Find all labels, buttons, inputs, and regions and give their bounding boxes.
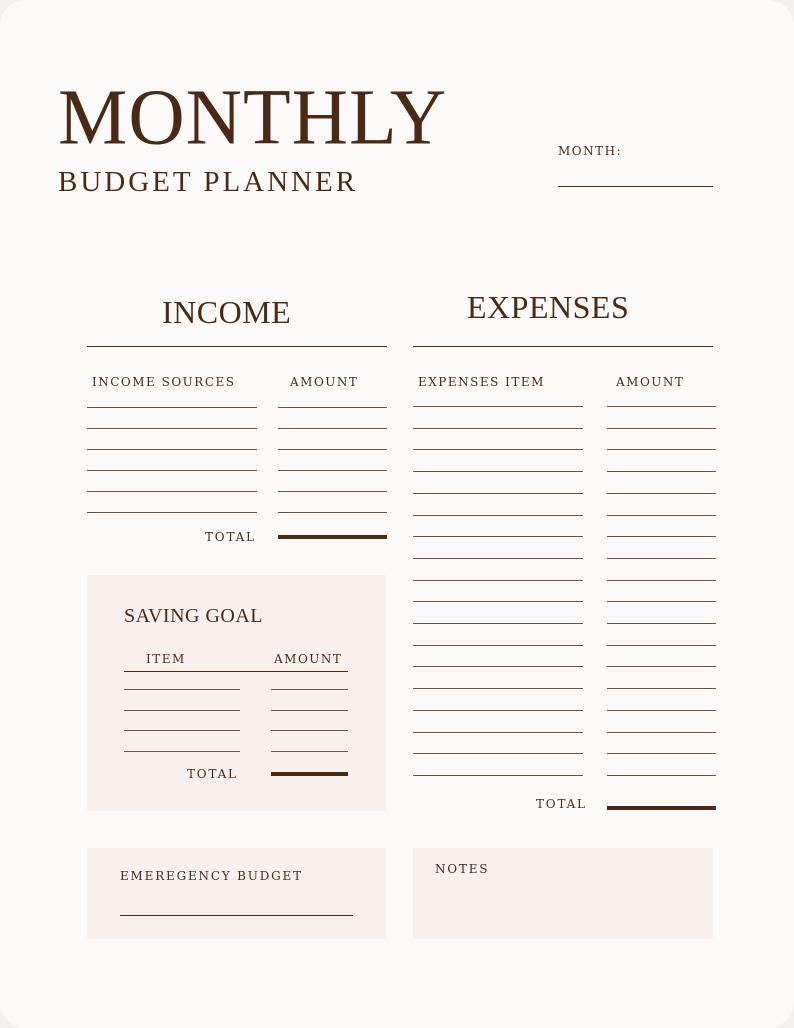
expenses-amount-header: AMOUNT bbox=[616, 375, 685, 389]
emergency-budget-field[interactable] bbox=[120, 915, 353, 916]
expense-amount-line[interactable] bbox=[607, 558, 716, 559]
expense-item-line[interactable] bbox=[413, 623, 583, 624]
saving-item-header: ITEM bbox=[146, 652, 186, 666]
expenses-total-label: TOTAL bbox=[536, 797, 587, 811]
income-sources-header: INCOME SOURCES bbox=[92, 375, 236, 389]
saving-amount-line[interactable] bbox=[271, 730, 348, 731]
expense-amount-line[interactable] bbox=[607, 471, 716, 472]
expense-item-line[interactable] bbox=[413, 428, 583, 429]
expense-amount-line[interactable] bbox=[607, 536, 716, 537]
saving-item-line[interactable] bbox=[124, 751, 240, 752]
income-amount-line[interactable] bbox=[278, 449, 387, 450]
saving-amount-header: AMOUNT bbox=[274, 652, 343, 666]
expense-item-line[interactable] bbox=[413, 775, 583, 776]
expense-item-line[interactable] bbox=[413, 710, 583, 711]
notes-label: NOTES bbox=[435, 862, 490, 876]
income-amount-line[interactable] bbox=[278, 428, 387, 429]
expense-amount-line[interactable] bbox=[607, 515, 716, 516]
income-total-label: TOTAL bbox=[205, 530, 256, 544]
expense-amount-line[interactable] bbox=[607, 688, 716, 689]
saving-header-rule bbox=[124, 671, 348, 672]
income-title-rule bbox=[87, 346, 387, 347]
expense-item-line[interactable] bbox=[413, 515, 583, 516]
expense-amount-line[interactable] bbox=[607, 601, 716, 602]
income-total-field[interactable] bbox=[278, 535, 387, 539]
saving-amount-line[interactable] bbox=[271, 689, 348, 690]
income-item-line[interactable] bbox=[87, 449, 257, 450]
expense-amount-line[interactable] bbox=[607, 645, 716, 646]
expense-amount-line[interactable] bbox=[607, 753, 716, 754]
expense-item-line[interactable] bbox=[413, 558, 583, 559]
income-amount-line[interactable] bbox=[278, 470, 387, 471]
expense-item-line[interactable] bbox=[413, 580, 583, 581]
expense-item-line[interactable] bbox=[413, 601, 583, 602]
expense-amount-line[interactable] bbox=[607, 732, 716, 733]
expense-item-line[interactable] bbox=[413, 753, 583, 754]
income-item-line[interactable] bbox=[87, 491, 257, 492]
expense-item-line[interactable] bbox=[413, 732, 583, 733]
income-amount-line[interactable] bbox=[278, 407, 387, 408]
expense-item-line[interactable] bbox=[413, 493, 583, 494]
expenses-total-field[interactable] bbox=[607, 806, 716, 810]
page-title: MONTHLY bbox=[58, 72, 448, 161]
emergency-budget-panel bbox=[87, 848, 386, 939]
saving-item-line[interactable] bbox=[124, 710, 240, 711]
expense-amount-line[interactable] bbox=[607, 406, 716, 407]
expense-item-line[interactable] bbox=[413, 666, 583, 667]
expenses-title-rule bbox=[413, 346, 713, 347]
income-amount-line[interactable] bbox=[278, 512, 387, 513]
expenses-item-header: EXPENSES ITEM bbox=[418, 375, 545, 389]
expense-item-line[interactable] bbox=[413, 688, 583, 689]
saving-total-field[interactable] bbox=[271, 772, 348, 776]
expense-item-line[interactable] bbox=[413, 536, 583, 537]
saving-amount-line[interactable] bbox=[271, 751, 348, 752]
saving-total-label: TOTAL bbox=[187, 767, 238, 781]
month-label: MONTH: bbox=[558, 144, 623, 158]
income-item-line[interactable] bbox=[87, 428, 257, 429]
saving-goal-title: SAVING GOAL bbox=[124, 605, 264, 627]
page-subtitle: BUDGET PLANNER bbox=[58, 166, 359, 198]
saving-item-line[interactable] bbox=[124, 730, 240, 731]
expense-amount-line[interactable] bbox=[607, 775, 716, 776]
expense-amount-line[interactable] bbox=[607, 710, 716, 711]
expense-amount-line[interactable] bbox=[607, 623, 716, 624]
expense-item-line[interactable] bbox=[413, 449, 583, 450]
expense-amount-line[interactable] bbox=[607, 449, 716, 450]
saving-amount-line[interactable] bbox=[271, 710, 348, 711]
expense-item-line[interactable] bbox=[413, 645, 583, 646]
month-field[interactable] bbox=[558, 186, 713, 187]
expenses-title: EXPENSES bbox=[467, 289, 630, 325]
income-amount-header: AMOUNT bbox=[290, 375, 359, 389]
income-item-line[interactable] bbox=[87, 470, 257, 471]
expense-amount-line[interactable] bbox=[607, 580, 716, 581]
income-title: INCOME bbox=[162, 294, 292, 330]
expense-item-line[interactable] bbox=[413, 471, 583, 472]
saving-item-line[interactable] bbox=[124, 689, 240, 690]
income-item-line[interactable] bbox=[87, 512, 257, 513]
expense-amount-line[interactable] bbox=[607, 493, 716, 494]
expense-item-line[interactable] bbox=[413, 406, 583, 407]
income-item-line[interactable] bbox=[87, 407, 257, 408]
expense-amount-line[interactable] bbox=[607, 666, 716, 667]
income-amount-line[interactable] bbox=[278, 491, 387, 492]
emergency-budget-label: EMEREGENCY BUDGET bbox=[120, 869, 303, 883]
expense-amount-line[interactable] bbox=[607, 428, 716, 429]
